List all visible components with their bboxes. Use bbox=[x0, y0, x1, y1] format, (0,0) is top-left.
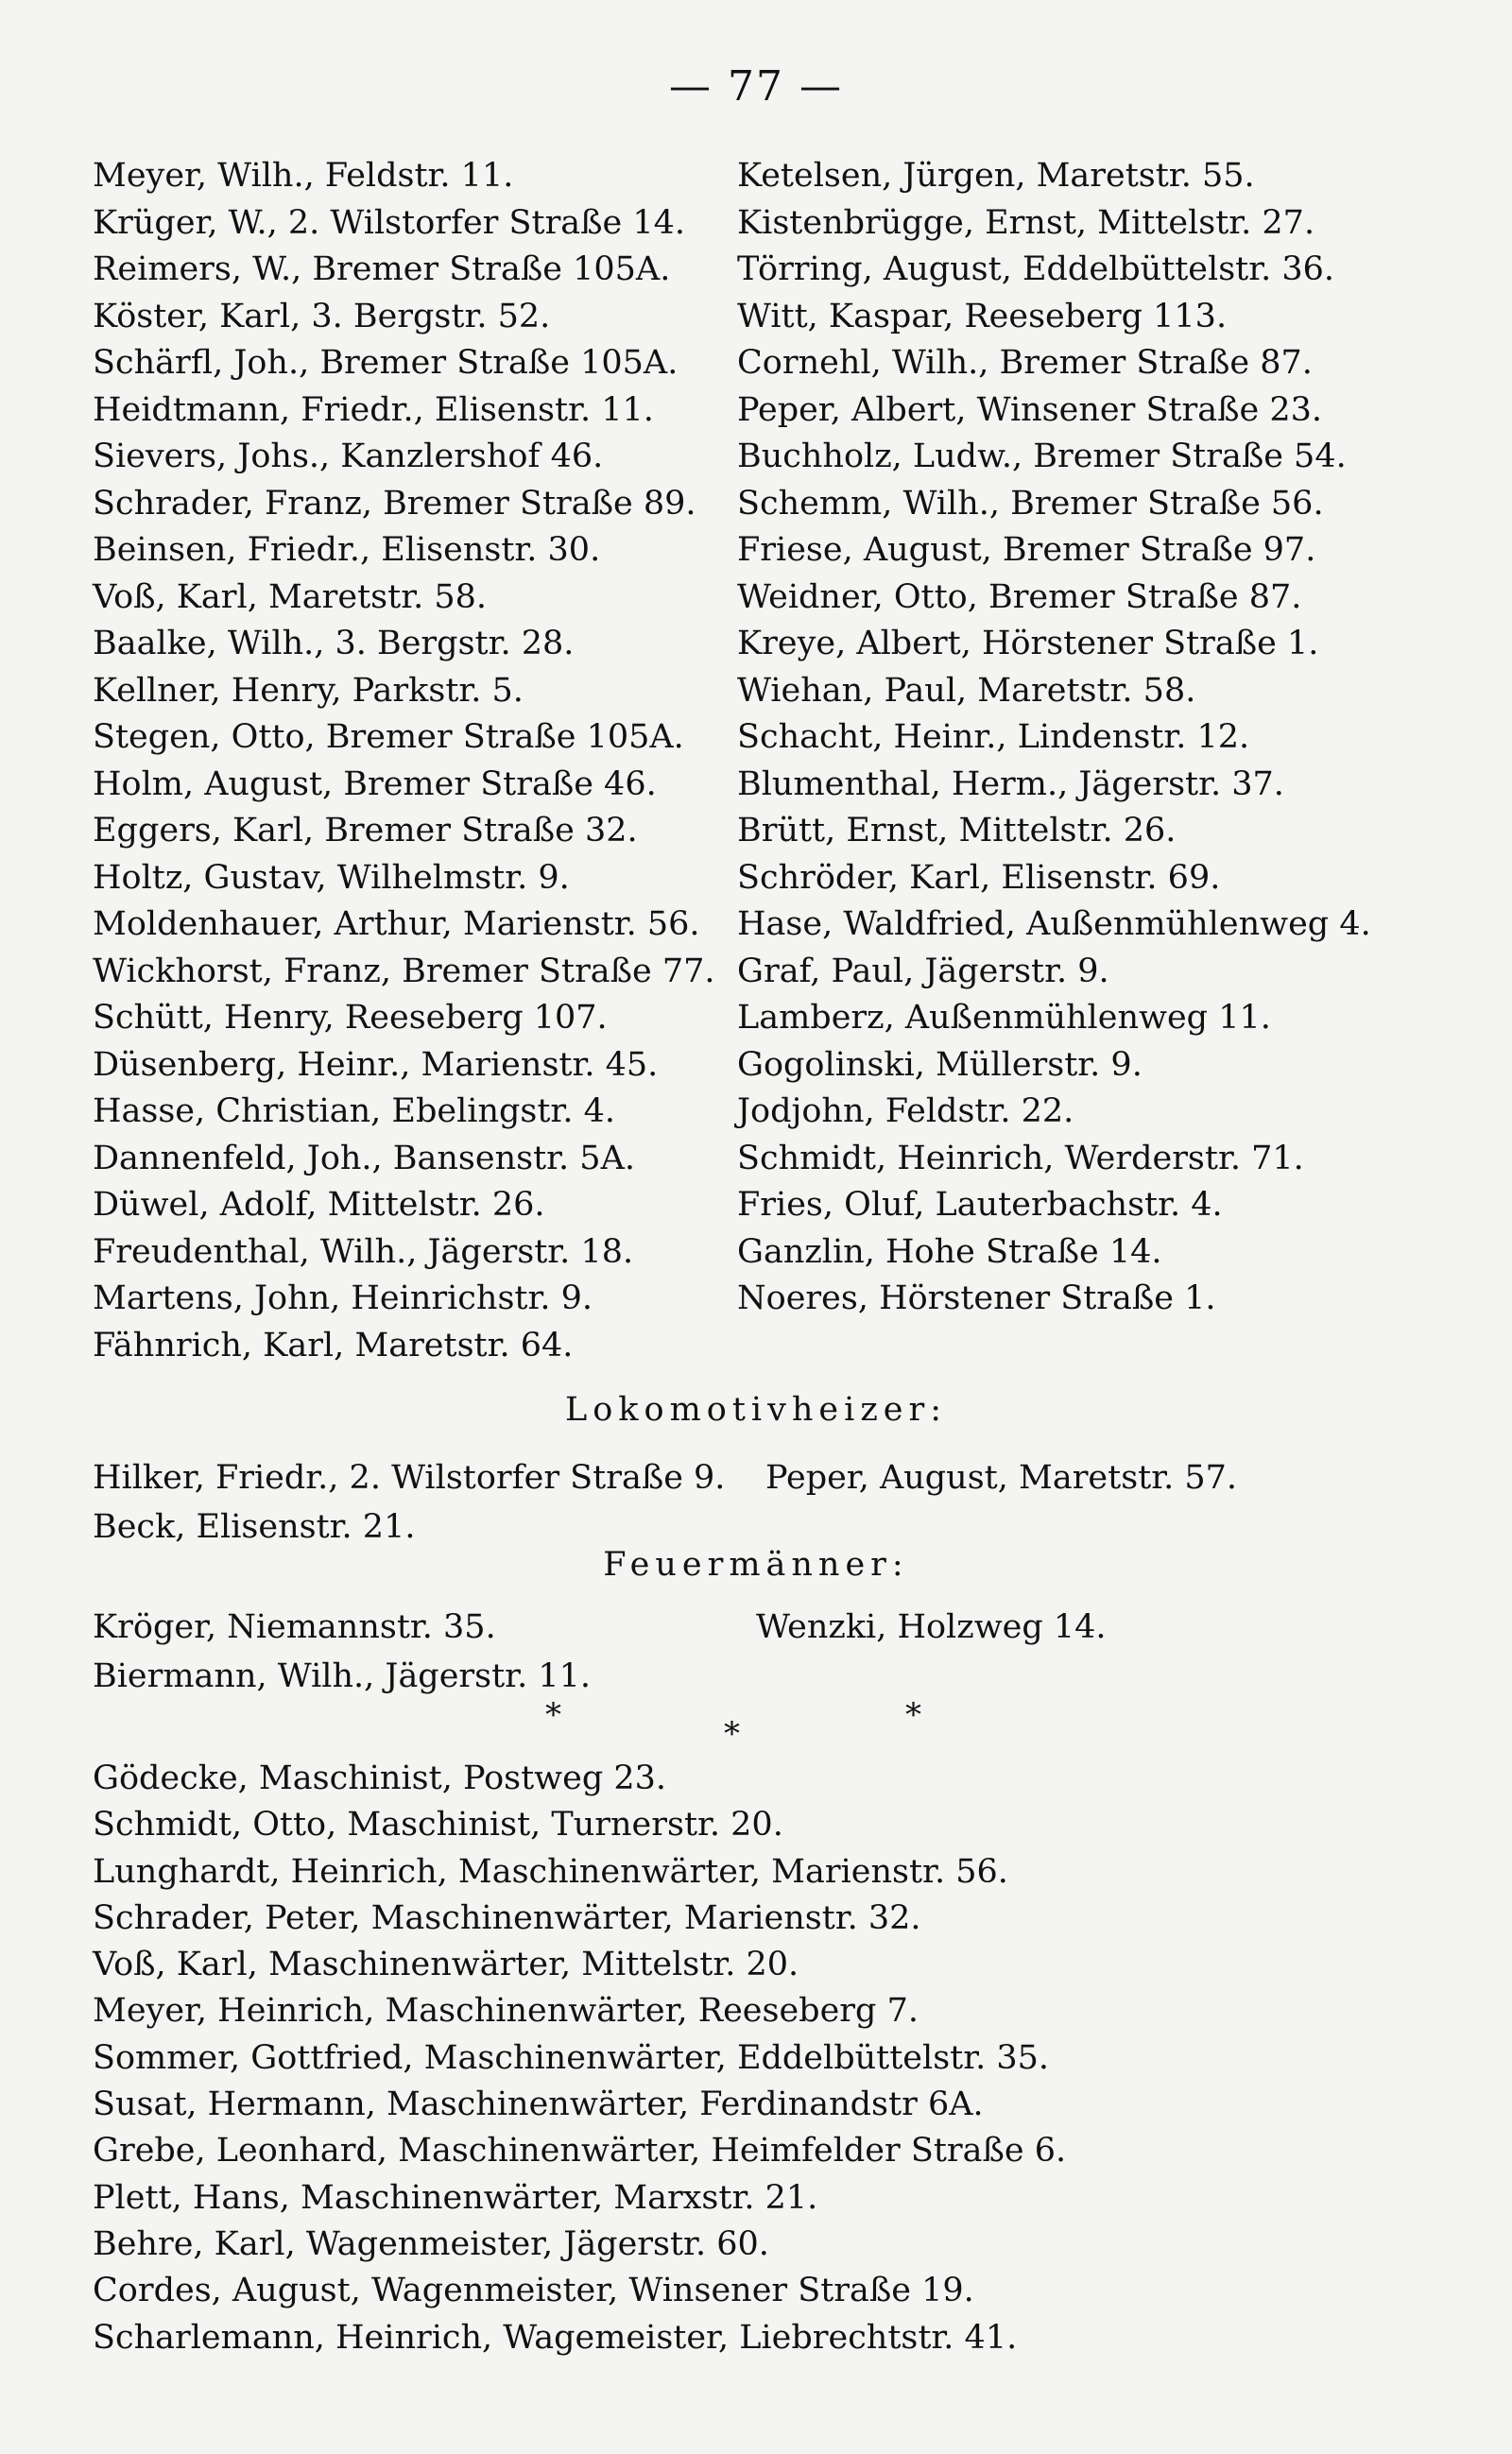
lokomotivheizer-left-list bbox=[93, 1453, 725, 1552]
list-item: Meyer, Wilh., Feldstr. 11. bbox=[93, 157, 514, 195]
list-item: Hasse, Christian, Ebelingstr. 4. bbox=[93, 1092, 615, 1130]
list-item: Holtz, Gustav, Wilhelmstr. 9. bbox=[93, 858, 570, 897]
asterisk: * bbox=[545, 1696, 561, 1734]
list-item: Stegen, Otto, Bremer Straße 105A. bbox=[93, 718, 684, 756]
list-item: Schmidt, Otto, Maschinist, Turnerstr. 20. bbox=[93, 1806, 783, 1845]
list-item: Schütt, Henry, Reeseberg 107. bbox=[93, 999, 608, 1037]
list-item: Cornehl, Wilh., Bremer Straße 87. bbox=[737, 344, 1313, 382]
list-item: Hilker, Friedr., 2. Wilstorfer Straße 9. bbox=[93, 1459, 726, 1497]
list-item: Witt, Kaspar, Reeseberg 113. bbox=[737, 297, 1228, 335]
list-item: Wenzki, Holzweg 14. bbox=[756, 1608, 1107, 1646]
list-item: Krüger, W., 2. Wilstorfer Straße 14. bbox=[93, 203, 686, 242]
list-item: Weidner, Otto, Bremer Straße 87. bbox=[737, 577, 1302, 616]
list-item: Holm, August, Bremer Straße 46. bbox=[93, 764, 657, 803]
list-item: Peper, August, Maretstr. 57. bbox=[765, 1459, 1238, 1497]
list-item: Schrader, Franz, Bremer Straße 89. bbox=[93, 484, 696, 523]
list-item: Düwel, Adolf, Mittelstr. 26. bbox=[93, 1186, 545, 1224]
feuermaenner-right-list bbox=[756, 1603, 1107, 1652]
list-item: Martens, John, Heinrichstr. 9. bbox=[93, 1279, 593, 1317]
list-item: Sievers, Johs., Kanzlershof 46. bbox=[93, 438, 604, 475]
list-item: Beck, Elisenstr. 21. bbox=[93, 1508, 416, 1546]
list-item: Gogolinski, Müllerstr. 9. bbox=[737, 1045, 1143, 1084]
list-item: Ketelsen, Jürgen, Maretstr. 55. bbox=[737, 157, 1255, 195]
list-item: Moldenhauer, Arthur, Marienstr. 56. bbox=[93, 905, 700, 943]
list-item: Peper, Albert, Winsener Straße 23. bbox=[737, 390, 1322, 429]
list-item: Kistenbrügge, Ernst, Mittelstr. 27. bbox=[737, 203, 1315, 242]
list-item: Friese, August, Bremer Straße 97. bbox=[737, 531, 1316, 569]
right-column bbox=[737, 153, 1455, 1323]
list-item: Düsenberg, Heinr., Marienstr. 45. bbox=[93, 1045, 659, 1084]
list-item: Schrader, Peter, Maschinenwärter, Marienstr. 32. bbox=[93, 1898, 921, 1937]
asterisk: * bbox=[724, 1715, 740, 1753]
feuermaenner-left-list bbox=[93, 1603, 591, 1701]
list-item: Grebe, Leonhard, Maschinenwärter, Heimfelder Straße 6. bbox=[93, 2132, 1067, 2171]
list-item: Kröger, Niemannstr. 35. bbox=[93, 1608, 496, 1646]
list-item: Freudenthal, Wilh., Jägerstr. 18. bbox=[93, 1232, 634, 1271]
section-heading-lokomotivheizer: Lokomotivheizer: bbox=[564, 1391, 947, 1429]
list-item: Fries, Oluf, Lauterbachstr. 4. bbox=[737, 1186, 1223, 1224]
list-item: Voß, Karl, Maretstr. 58. bbox=[93, 577, 487, 616]
asterisk: * bbox=[905, 1696, 921, 1734]
list-item: Fähnrich, Karl, Maretstr. 64. bbox=[93, 1326, 574, 1364]
list-item: Voß, Karl, Maschinenwärter, Mittelstr. 20. bbox=[93, 1946, 799, 1984]
list-item: Sommer, Gottfried, Maschinenwärter, Eddelbüttelstr. 35. bbox=[93, 2038, 1050, 2077]
list-item: Gödecke, Maschinist, Postweg 23. bbox=[93, 1759, 667, 1797]
list-item: Plett, Hans, Maschinenwärter, Marxstr. 21. bbox=[93, 2178, 818, 2217]
list-item: Behre, Karl, Wagenmeister, Jägerstr. 60. bbox=[93, 2224, 769, 2263]
list-item: Schröder, Karl, Elisenstr. 69. bbox=[737, 858, 1221, 897]
list-item: Cordes, August, Wagenmeister, Winsener Straße 19. bbox=[93, 2272, 974, 2310]
list-item: Heidtmann, Friedr., Elisenstr. 11. bbox=[93, 390, 654, 429]
list-item: Schmidt, Heinrich, Werderstr. 71. bbox=[737, 1139, 1304, 1177]
list-item: Schacht, Heinr., Lindenstr. 12. bbox=[737, 718, 1250, 756]
page-number: — 77 — bbox=[669, 62, 843, 111]
list-item: Lamberz, Außenmühlenweg 11. bbox=[737, 999, 1271, 1037]
staff-list bbox=[93, 1756, 1435, 2361]
list-item: Baalke, Wilh., 3. Bergstr. 28. bbox=[93, 625, 575, 662]
list-item: Dannenfeld, Joh., Bansenstr. 5A. bbox=[93, 1139, 635, 1177]
lokomotivheizer-right-list bbox=[765, 1453, 1237, 1502]
list-item: Noeres, Hörstener Straße 1. bbox=[737, 1279, 1216, 1317]
list-item: Wickhorst, Franz, Bremer Straße 77. bbox=[93, 952, 715, 990]
list-item: Köster, Karl, 3. Bergstr. 52. bbox=[93, 297, 551, 335]
left-column bbox=[93, 153, 728, 1369]
list-item: Lunghardt, Heinrich, Maschinenwärter, Marienstr. 56. bbox=[93, 1852, 1008, 1891]
list-item: Scharlemann, Heinrich, Wagemeister, Liebrechtstr. 41. bbox=[93, 2318, 1018, 2357]
list-item: Graf, Paul, Jägerstr. 9. bbox=[737, 952, 1109, 990]
asterisk-separator bbox=[0, 1696, 1512, 1753]
list-item: Hase, Waldfried, Außenmühlenweg 4. bbox=[737, 905, 1371, 943]
list-item: Jodjohn, Feldstr. 22. bbox=[737, 1092, 1074, 1130]
list-item: Kreye, Albert, Hörstener Straße 1. bbox=[737, 625, 1319, 662]
list-item: Schemm, Wilh., Bremer Straße 56. bbox=[737, 484, 1324, 523]
list-item: Meyer, Heinrich, Maschinenwärter, Reeseberg 7. bbox=[93, 1992, 919, 2031]
section-heading-feuermaenner: Feuermänner: bbox=[603, 1546, 909, 1584]
list-item: Ganzlin, Hohe Straße 14. bbox=[737, 1232, 1162, 1271]
list-item: Brütt, Ernst, Mittelstr. 26. bbox=[737, 812, 1177, 849]
list-item: Kellner, Henry, Parkstr. 5. bbox=[93, 671, 524, 710]
list-item: Reimers, W., Bremer Straße 105A. bbox=[93, 250, 671, 288]
list-item: Schärfl, Joh., Bremer Straße 105A. bbox=[93, 344, 679, 382]
list-item: Blumenthal, Herm., Jägerstr. 37. bbox=[737, 764, 1284, 803]
list-item: Wiehan, Paul, Maretstr. 58. bbox=[737, 671, 1196, 710]
list-item: Eggers, Karl, Bremer Straße 32. bbox=[93, 812, 638, 849]
list-item: Biermann, Wilh., Jägerstr. 11. bbox=[93, 1657, 591, 1695]
list-item: Törring, August, Eddelbüttelstr. 36. bbox=[737, 250, 1335, 288]
list-item: Susat, Hermann, Maschinenwärter, Ferdinandstr 6A. bbox=[93, 2085, 984, 2124]
list-item: Beinsen, Friedr., Elisenstr. 30. bbox=[93, 531, 601, 569]
list-item: Buchholz, Ludw., Bremer Straße 54. bbox=[737, 438, 1347, 475]
